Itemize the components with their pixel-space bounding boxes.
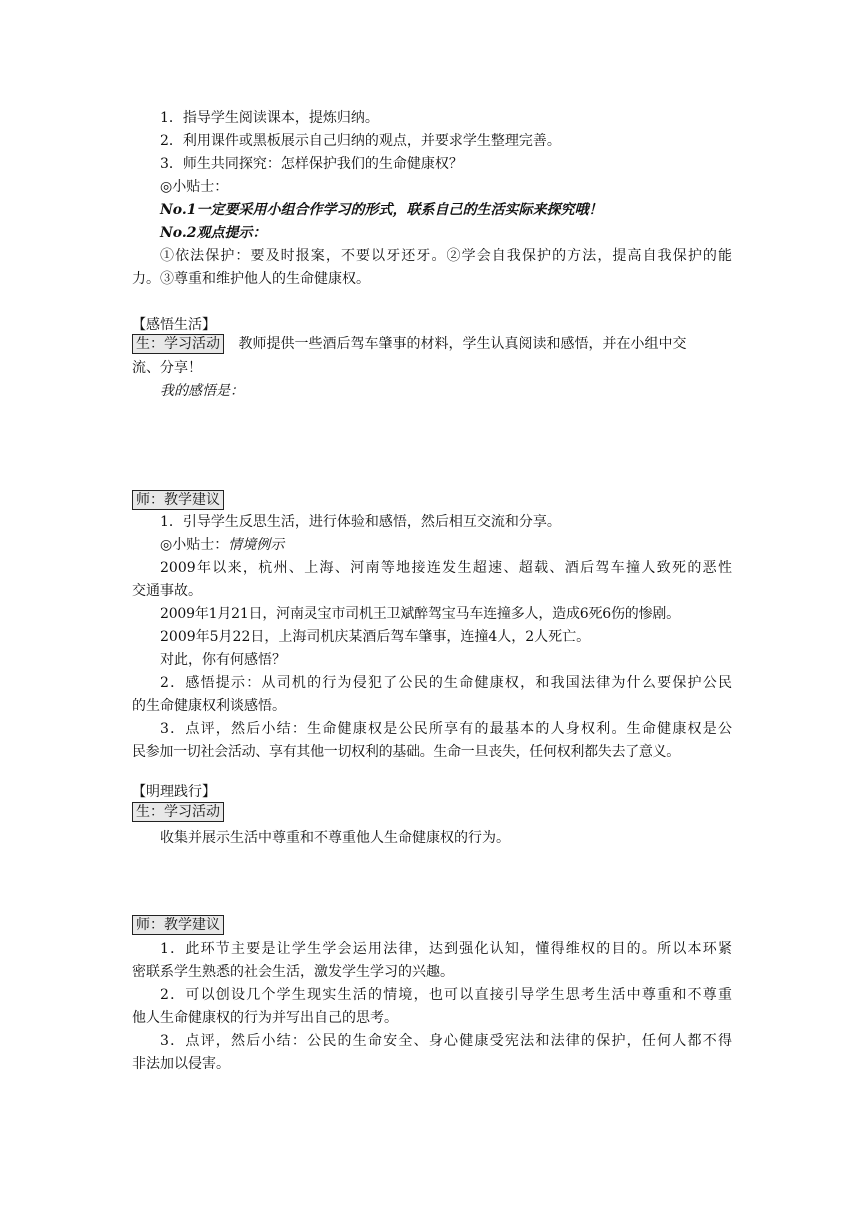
- advice2-step-3-line-2: 非法加以侵害。: [132, 1056, 230, 1072]
- activity-line-1: 教师提供一些酒后驾车肇事的材料，学生认真阅读和感悟，并在小组中交: [238, 336, 687, 352]
- advice-step-2-line-2: 的生命健康权利谈感悟。: [132, 698, 286, 714]
- teacher-advice-row: [132, 490, 732, 510]
- case-para-3: 2009年5月22日，上海司机庆某酒后驾车肇事，连撞4人，2人死亡。: [160, 629, 591, 645]
- case-para-1-line-2: 交通事故。: [132, 583, 202, 599]
- tip-row: [160, 535, 760, 555]
- teacher-advice-row-2: [132, 915, 732, 935]
- student-activity-row-2: [132, 802, 732, 822]
- tip-label: ◎小贴士：: [160, 179, 229, 195]
- activity-collect: 收集并展示生活中尊重和不尊重他人生命健康权的行为。: [160, 830, 510, 846]
- section-heading-mingli: 【明理践行】: [132, 784, 216, 800]
- case-question: 对此，你有何感悟？: [160, 652, 286, 668]
- tip-no2: No.2观点提示：: [160, 225, 267, 241]
- viewpoint-line-1: ①依法保护：要及时报案，不要以牙还牙。②学会自我保护的方法，提高自我保护的能: [160, 248, 732, 264]
- activity-line-2: 流、分享！: [132, 360, 202, 376]
- student-activity-label: 生：学习活动: [132, 334, 224, 354]
- tip-no1: No.1一定要采用小组合作学习的形式，联系自己的生活实际来探究哦！: [160, 202, 603, 218]
- case-para-2: 2009年1月21日，河南灵宝市司机王卫斌醉驾宝马车连撞多人，造成6死6伤的惨剧。: [160, 606, 680, 622]
- step-3: 3．师生共同探究：怎样保护我们的生命健康权？: [160, 156, 463, 172]
- advice2-step-2-line-2: 他人生命健康权的行为并写出自己的思考。: [132, 1010, 398, 1026]
- advice-step-1: 1．引导学生反思生活，进行体验和感悟，然后相互交流和分享。: [160, 514, 561, 530]
- teacher-advice-label-2: 师：教学建议: [132, 915, 224, 935]
- step-2: 2．利用课件或黑板展示自己归纳的观点，并要求学生整理完善。: [160, 133, 561, 149]
- student-activity-label-2: 生：学习活动: [132, 802, 224, 822]
- viewpoint-line-2: 力。③尊重和维护他人的生命健康权。: [132, 271, 370, 287]
- advice2-step-1-line-2: 密联系学生熟悉的社会生活，激发学生学习的兴趣。: [132, 964, 454, 980]
- step-1: 1．指导学生阅读课本，提炼归纳。: [160, 110, 379, 126]
- student-activity-row: [132, 334, 732, 354]
- advice2-step-1-line-1: 1．此环节主要是让学生学会运用法律，达到强化认知，懂得维权的目的。所以本环紧: [160, 941, 732, 957]
- teacher-advice-label: 师：教学建议: [132, 490, 224, 510]
- advice2-step-2-line-1: 2．可以创设几个学生现实生活的情境，也可以直接引导学生思考生活中尊重和不尊重: [160, 987, 732, 1003]
- tip-label-2: ◎小贴士：: [160, 537, 229, 553]
- section-heading-ganwu: 【感悟生活】: [132, 317, 216, 333]
- tip-title: 情境例示: [228, 537, 285, 553]
- my-feeling-prompt: 我的感悟是：: [160, 383, 244, 399]
- advice-step-2-line-1: 2．感悟提示：从司机的行为侵犯了公民的生命健康权，和我国法律为什么要保护公民: [160, 675, 732, 691]
- advice-step-3-line-1: 3．点评，然后小结：生命健康权是公民所享有的最基本的人身权利。生命健康权是公: [160, 721, 732, 737]
- advice2-step-3-line-1: 3．点评，然后小结：公民的生命安全、身心健康受宪法和法律的保护，任何人都不得: [160, 1033, 732, 1049]
- case-para-1-line-1: 2009年以来，杭州、上海、河南等地接连发生超速、超载、酒后驾车撞人致死的恶性: [160, 560, 732, 576]
- advice-step-3-line-2: 民参加一切社会活动、享有其他一切权利的基础。生命一旦丧失，任何权利都失去了意义。: [132, 744, 680, 760]
